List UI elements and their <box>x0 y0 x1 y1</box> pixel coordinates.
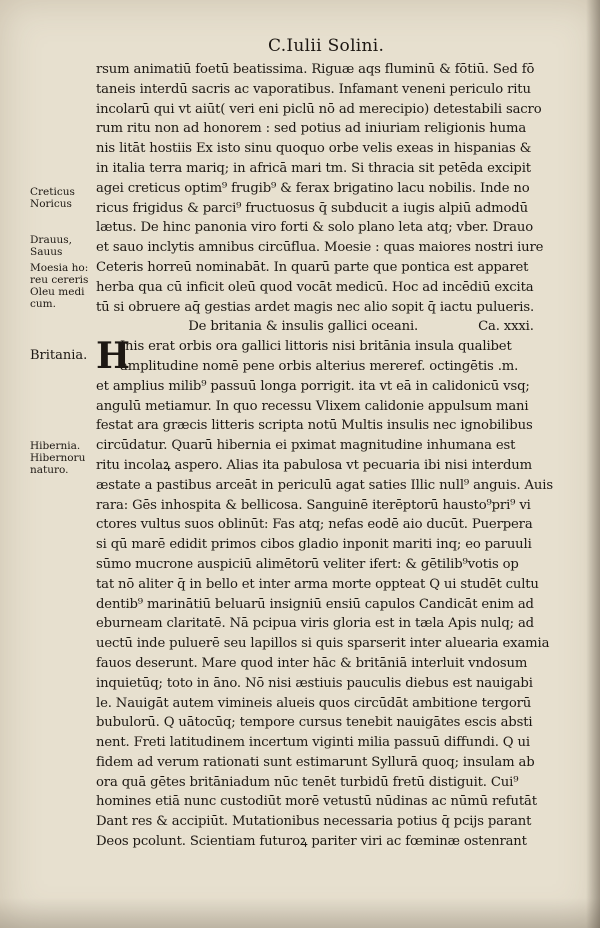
margin-note-britania <box>30 350 96 362</box>
chapter-title: De britania & insulis gallici oceani. <box>188 319 419 335</box>
text-line: tat nō aliter q̄ in bello et inter arma morte oppteat Q ui studēt cultu <box>96 576 539 592</box>
text-line: ritu incolaꝝ aspero. Alias ita pabulosa vt pecuaria ibi nisi interdum <box>96 457 532 473</box>
text-line: uectū inde puluerē seu lapillos si quis sparserit inter aluearia examia <box>96 636 550 652</box>
text-line: nent. Freti latitudinem incertum viginti milia passuū diffundi. Q ui <box>96 735 530 751</box>
page-edge-shadow <box>586 0 600 928</box>
text-line: sūmo mucrone auspiciū alimētorū veliter ifert: & gētilib⁹votis op <box>96 556 519 572</box>
text-line: ora quā gētes britāniadum nūc tenēt turbidū fretū distiguit. Cui⁹ <box>96 774 519 790</box>
text-line: lætus. De hinc panonia viro forti & solo plano leta atq; vber. Drauo <box>96 220 534 236</box>
margin-note-line: Hibernoru <box>30 452 86 464</box>
page-bottom-shadow <box>0 898 600 928</box>
margin-note-line: Sauus <box>30 246 63 258</box>
margin-note-line: Hibernia. <box>30 440 81 452</box>
margin-note-line: Creticus <box>30 186 75 198</box>
text-line: fauos deserunt. Mare quod inter hāc & britāniā interluit vndosum <box>96 655 528 671</box>
initial-letter: H <box>96 335 130 377</box>
text-line: eburneam claritatē. Nā pcipua viris gloria est in tæla Apis nulq; ad <box>96 616 534 632</box>
text-line: agei creticus optim⁹ frugib⁹ & ferax brigatino lacu nobilis. Inde no <box>96 180 530 196</box>
text-line: le. Nauigāt autem vimineis alueis quos circūdāt ambitione tergorū <box>96 695 532 711</box>
margin-note-line: Moesia ho: <box>30 262 89 274</box>
text-line: ricus frigidus & parci⁹ fructuosus q̄ subducit a iugis alpiū admodū <box>96 200 528 216</box>
text-line: Deos pcolunt. Scientiam futuroꝝ pariter viri ac fœminæ ostenrant <box>96 834 527 850</box>
margin-note-line: cum. <box>30 298 56 310</box>
margin-note-drauus <box>30 234 96 258</box>
margin-note-line: reu cereris <box>30 274 89 286</box>
text-line: festat ara græcis litteris scripta notū Multis insulis nec ignobilibus <box>96 418 533 434</box>
margin-note-moesia <box>30 262 96 310</box>
text-line: dentib⁹ marinātiū beluarū insigniū ensiū capulos Candicāt enim ad <box>96 596 534 612</box>
chapter-number: Ca. xxxi. <box>478 319 534 335</box>
text-line: rsum animatiū foetū beatissima. Riguæ aqs fluminū & fōtiū. Sed fō <box>96 62 535 77</box>
main-text-block <box>96 60 586 852</box>
text-line: si qū marē edidit primos cibos gladio inponit mariti inq; eo paruuli <box>96 537 532 553</box>
text-line: homines etiā nunc custodiūt morē vetustū nūdinas ac nūmū refutāt <box>96 794 537 810</box>
text-line: fidem ad verum rationati sunt estimarunt Syllurā quoq; insulam ab <box>96 754 535 770</box>
margin-note-line: naturo. <box>30 464 69 476</box>
text-line: amplitudine nomē pene orbis alterius mereref. octingētis .m. <box>120 358 519 374</box>
text-line: Dant res & accipiūt. Mutationibus necessaria potius q̄ pcijs parant <box>96 814 532 830</box>
text-line: Inis erat orbis ora gallici littoris nisi britānia insula qualibet <box>120 339 512 355</box>
margin-note-line: Oleu medi <box>30 286 85 298</box>
text-line: rum ritu non ad honorem : sed potius ad iniuriam religionis huma <box>96 121 527 137</box>
text-line: bubulorū. Q uātocūq; tempore cursus tenebit nauigātes escis absti <box>96 715 533 731</box>
text-line: in italia terra mariq; in africā mari tm. Si thracia sit petēda excipit <box>96 160 531 176</box>
text-line: et amplius milib⁹ passuū longa porrigit. ita vt eā in calidonicū vsq; <box>96 378 530 394</box>
margin-note-line: Britania. <box>30 348 88 363</box>
text-line: et sauo inclytis amnibus circūflua. Moesie : quas maiores nostri iure <box>96 240 544 256</box>
text-line: circūdatur. Quarū hibernia ei pximat magnitudine inhumana est <box>96 438 516 454</box>
running-head: C.Iulii Solini. <box>268 36 385 56</box>
text-line: tū si obruere aq̄ gestias ardet magis nec alio sopit q̄ iactu pulueris. <box>96 299 535 315</box>
text-line: æstate a pastibus arceāt in periculū agat saties Illic null⁹ anguis. Auis <box>96 477 553 493</box>
text-line: Ceteris horreū nominabāt. In quarū parte que pontica est apparet <box>96 259 529 275</box>
margin-note-line: Drauus, <box>30 234 72 246</box>
text-line: nis litāt hostiis Ex isto sinu quoquo orbe velis exeas in hispanias & <box>96 141 532 157</box>
text-line: taneis interdū sacris ac vaporatibus. Infamant veneni periculo ritu <box>96 81 531 97</box>
margin-note-line: Noricus <box>30 198 72 210</box>
text-line: rara: Gēs inhospita & bellicosa. Sanguinē iterēptorū hausto⁹pri⁹ vi <box>96 497 531 513</box>
margin-note-creticus <box>30 186 96 210</box>
text-line: angulū metiamur. In quo recessu Vlixem calidonie appulsum mani <box>96 398 529 414</box>
chapter-heading <box>96 317 586 337</box>
text-line: inquietūq; toto in āno. Nō nisi æstiuis pauculis diebus est nauigabi <box>96 675 533 691</box>
text-line: incolarū qui vt aiūt( veri eni piclū nō ad merecipio) detestabili sacro <box>96 101 542 117</box>
text-line: ctores vultus suos oblinūt: Fas atq; nefas eodē aio ducūt. Puerpera <box>96 517 533 533</box>
text-line: herba qua cū inficit oleū quod vocāt medicū. Hoc ad incēdiū excita <box>96 279 534 295</box>
margin-note-hibernia <box>30 440 96 476</box>
